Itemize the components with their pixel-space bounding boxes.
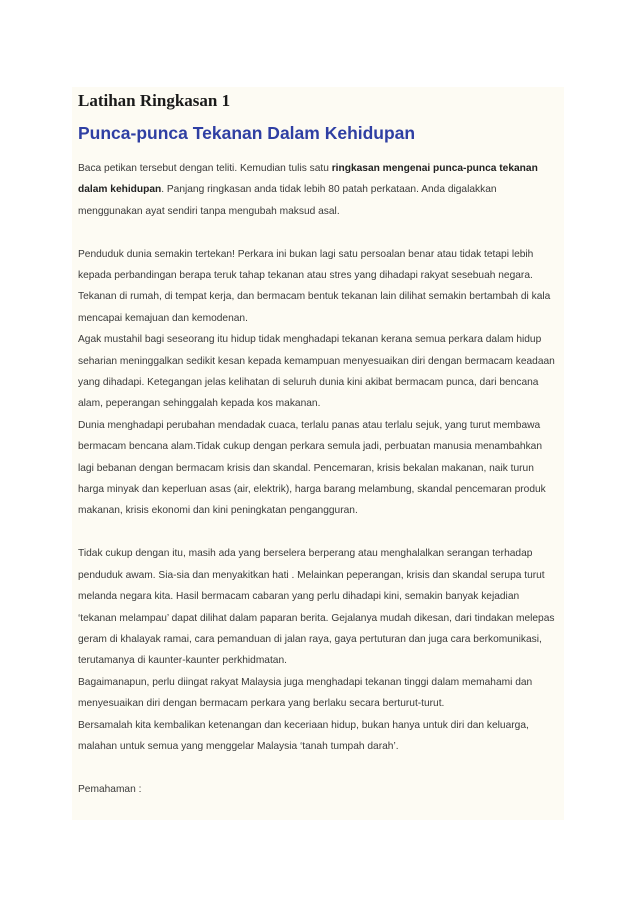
paragraph-spacer <box>78 222 558 243</box>
document-page <box>72 87 564 820</box>
paragraph-5: Bagaimanapun, perlu diingat rakyat Malaysia juga menghadapi tekanan tinggi dalam memahami dan menyesuaikan diri dengan bermacam perkara yang berlaku secara berturut-turut. <box>78 676 533 710</box>
paragraph-6: Bersamalah kita kembalikan ketenangan dan keceriaan hidup, bukan hanya untuk diri dan keluarga, malahan untuk semua yang menggelar Malaysia ‘tanah tumpah darah’. <box>78 719 529 752</box>
instructions-text-post: . Panjang ringkasan anda tidak lebih 80 patah perkataan. Anda digalakkan menggunakan ayat sendiri tanpa mengubah maksud asal. <box>78 184 497 217</box>
document-title: Latihan Ringkasan 1 <box>78 91 231 110</box>
instructions-paragraph <box>78 158 558 222</box>
paragraph-spacer <box>78 522 558 543</box>
paragraph-spacer <box>78 757 558 778</box>
document-subtitle: Punca-punca Tekanan Dalam Kehidupan <box>78 123 416 143</box>
paragraph-3: Dunia menghadapi perubahan mendadak cuaca, terlalu panas atau terlalu sejuk, yang turut membawa bermacam bencana alam.Tidak cukup dengan perkara semula jadi, perbuatan manusia menambahkan lagi bebanan dengan bermacam krisis dan skandal. Pencemaran, krisis bekalan makanan, naik turun harga minyak dan keperluan asas (air, elektrik), harga barang melambung, skandal pencemaran produk makanan, krisis ekonomi dan kini peningkatan pengangguran. <box>78 419 546 517</box>
paragraph-2: Agak mustahil bagi seseorang itu hidup tidak menghadapi tekanan kerana semua perkara dalam hidup seharian meninggalkan sedikit kesan kepada kemampuan menyesuaikan diri dengan bermacam keadaan yang dihadapi. Ketegangan jelas kelihatan di seluruh dunia kini akibat bermacam punca, dari bencana alam, peperangan sehinggalah kepada kos makanan. <box>78 334 555 410</box>
paragraph-4: Tidak cukup dengan itu, masih ada yang berselera berperang atau menghalalkan serangan terhadap penduduk awam. Sia-sia dan menyakitkan hati . Melainkan peperangan, krisis dan skandal serupa turut melanda negara kita. Hasil bermacam cabaran yang perlu dihadapi kini, semakin banyak kejadian ‘tekanan melampau’ dapat dilihat dalam paparan berita. Gejalanya mudah dikesan, dari tindakan melepas geram di khalayak ramai, cara pemanduan di jalan raya, gaya pertuturan dan juga cara berkomunikasi, terutamanya di kaunter-kaunter perkhidmatan. <box>78 548 555 667</box>
paragraph-1: Penduduk dunia semakin tertekan! Perkara ini bukan lagi satu persoalan benar atau tidak tetapi lebih kepada perbandingan berapa teruk tahap tekanan atau stres yang dihadapi rakyat sesebuah negara. Tekanan di rumah, di tempat kerja, dan bermacam bentuk tekanan lain dilihat semakin bertambah di kala mencapai kemajuan dan kemodenan. <box>78 248 551 324</box>
section-label-pemahaman: Pemahaman : <box>78 783 142 795</box>
instructions-text-pre: Baca petikan tersebut dengan teliti. Kemudian tulis satu <box>78 163 332 174</box>
instructions-text-bold: ringkasan mengenai punca-punca tekanan dalam kehidupan <box>78 163 538 196</box>
